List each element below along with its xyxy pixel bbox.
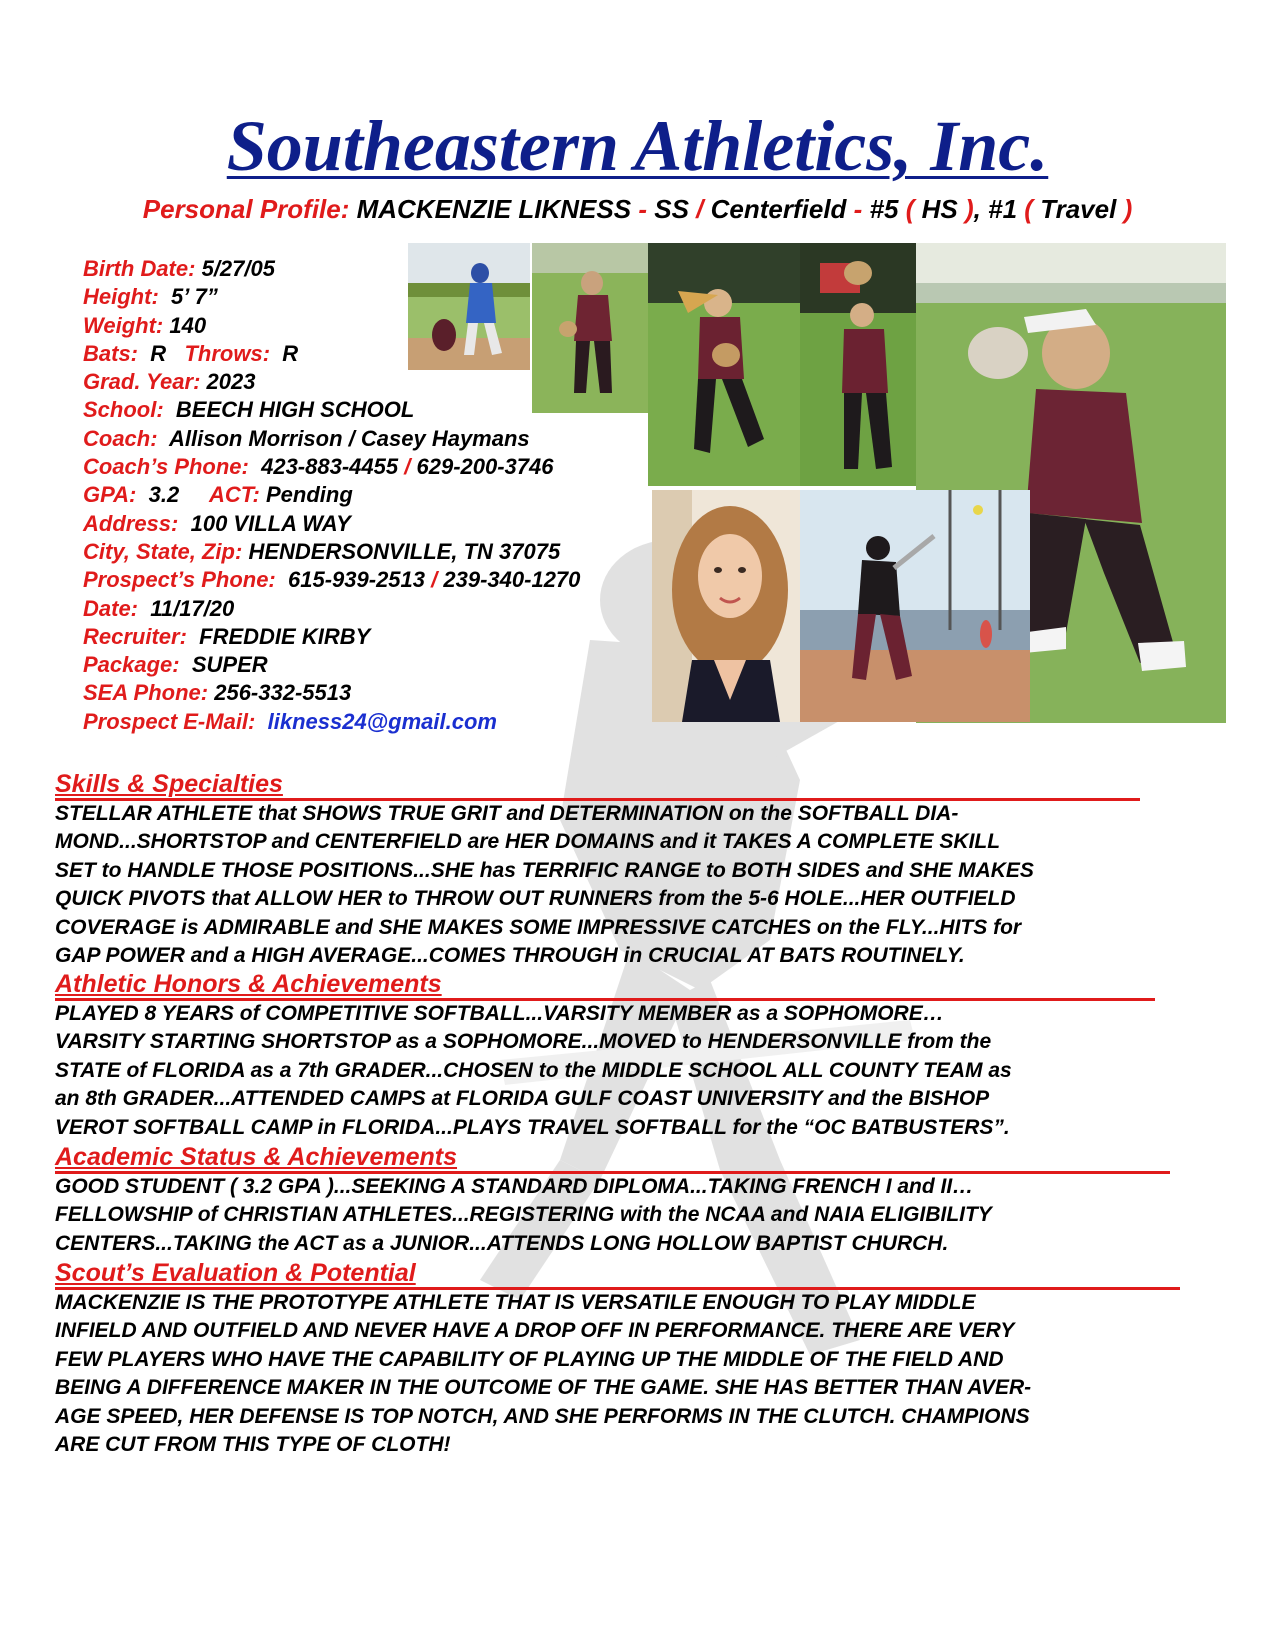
- scout-heading: Scout’s Evaluation & Potential: [55, 1259, 416, 1287]
- academic-heading: Academic Status & Achievements: [55, 1143, 458, 1171]
- travel-number: #1: [988, 194, 1018, 224]
- info-city-state-zip: City, State, Zip: HENDERSONVILLE, TN 37075: [83, 538, 561, 564]
- section-scout-evaluation: [55, 1259, 1185, 1459]
- section-skills: [55, 770, 1185, 970]
- info-date: Date: 11/17/20: [83, 595, 235, 621]
- athletic-heading: Athletic Honors & Achievements: [55, 970, 442, 998]
- info-coach: Coach: Allison Morrison / Casey Haymans: [83, 425, 530, 451]
- travel-label: Travel: [1040, 194, 1117, 224]
- info-grad-year: Grad. Year: 2023: [83, 369, 256, 395]
- position-2: Centerfield: [710, 194, 847, 224]
- hs-number: #5: [869, 194, 899, 224]
- info-school: School: BEECH HIGH SCHOOL: [83, 397, 415, 423]
- photo-headshot: [652, 490, 800, 722]
- company-title: Southeastern Athletics, Inc.: [226, 106, 1049, 186]
- profile-subtitle: Personal Profile: MACKENZIE LIKNESS - SS / Centerfield - #5 ( HS ), #1 ( Travel ): [142, 194, 1133, 224]
- info-gpa-act: GPA: 3.2 ACT: Pending: [83, 482, 353, 508]
- academic-body: GOOD STUDENT ( 3.2 GPA )...SEEKING A STANDARD DIPLOMA...TAKING FRENCH I and II… FELLOWSHIP of CHRISTIAN ATHLETES...REGISTERING with the NCAA and NAIA ELIGIBILITY CENTERS...TAKING the ACT as a JUNIOR...ATTENDS LONG HOLLOW BAPTIST CHURCH.: [55, 1175, 992, 1255]
- info-weight: Weight: 140: [83, 312, 207, 338]
- info-sea-phone: SEA Phone: 256-332-5513: [83, 680, 352, 706]
- info-package: Package: SUPER: [83, 652, 268, 678]
- photo-fielding-stance: [532, 243, 648, 413]
- photo-baserunning: [408, 243, 530, 370]
- player-name: MACKENZIE LIKNESS: [356, 194, 632, 224]
- section-academic: [55, 1143, 1185, 1258]
- info-recruiter: Recruiter: FREDDIE KIRBY: [83, 623, 371, 649]
- info-bats-throws: Bats: R Throws: R: [83, 340, 299, 366]
- info-birth-date: Birth Date: 5/27/05: [83, 256, 275, 281]
- photo-running-catch: [648, 243, 800, 486]
- position-1: SS: [654, 194, 689, 224]
- photo-batting: [800, 490, 1030, 722]
- section-athletic-honors: [55, 970, 1185, 1142]
- profile-label: Personal Profile:: [142, 194, 350, 224]
- skills-body: STELLAR ATHLETE that SHOWS TRUE GRIT and DETERMINATION on the SOFTBALL DIA- MOND...SHORTSTOP and CENTERFIELD are HER DOMAINS and it TAKES A COMPLETE SKILL SET to HANDLE THOSE POSITIONS...SHE has TERRIFIC RANGE to BOTH SIDES and SHE MAKES QUICK PIVOTS that ALLOW HER to THROW OUT RUNNERS from the 5-6 HOLE...HER OUTFIELD COVERAGE is ADMIRABLE and SHE MAKES SOME IMPRESSIVE CATCHES on the FLY...HITS for GAP POWER and a HIGH AVERAGE...COMES THROUGH in CRUCIAL AT BATS ROUTINELY.: [55, 802, 1034, 968]
- scout-body: MACKENZIE IS THE PROTOTYPE ATHLETE THAT IS VERSATILE ENOUGH TO PLAY MIDDLE INFIELD AND OUTFIELD AND NEVER HAVE A DROP OFF IN PERFORMANCE. THERE ARE VERY FEW PLAYERS WHO HAVE THE CAPABILITY OF PLAYING UP THE MIDDLE OF THE FIELD AND BEING A DIFFERENCE MAKER IN THE OUTCOME OF THE GAME. SHE HAS BETTER THAN AVER- AGE SPEED, HER DEFENSE IS TOP NOTCH, AND SHE PERFORMS IN THE CLUTCH. CHAMPIONS ARE CUT FROM THIS TYPE OF CLOTH!: [55, 1291, 1032, 1457]
- info-coach-phone: Coach’s Phone: 423-883-4455 / 629-200-3746: [83, 454, 554, 480]
- info-height: Height: 5’ 7”: [83, 284, 218, 310]
- athletic-body: PLAYED 8 YEARS of COMPETITIVE SOFTBALL...VARSITY MEMBER as a SOPHOMORE… VARSITY STARTING SHORTSTOP as a SOPHOMORE...MOVED to HENDERSONVILLE from the STATE of FLORIDA as a 7th GRADER...CHOSEN to the MIDDLE SCHOOL ALL COUNTY TEAM as an 8th GRADER...ATTENDED CAMPS at FLORIDA GULF COAST UNIVERSITY and the BISHOP VEROT SOFTBALL CAMP in FLORIDA...PLAYS TRAVEL SOFTBALL for the “OC BATBUSTERS”.: [55, 1002, 1012, 1139]
- photo-overhead-catch: [800, 243, 916, 486]
- hs-label: HS: [921, 194, 958, 224]
- skills-heading: Skills & Specialties: [55, 770, 283, 798]
- info-email: Prospect E-Mail: likness24@gmail.com: [83, 708, 497, 734]
- info-address: Address: 100 VILLA WAY: [83, 510, 351, 536]
- info-prospect-phone: Prospect’s Phone: 615-939-2513 / 239-340-1270: [83, 567, 581, 593]
